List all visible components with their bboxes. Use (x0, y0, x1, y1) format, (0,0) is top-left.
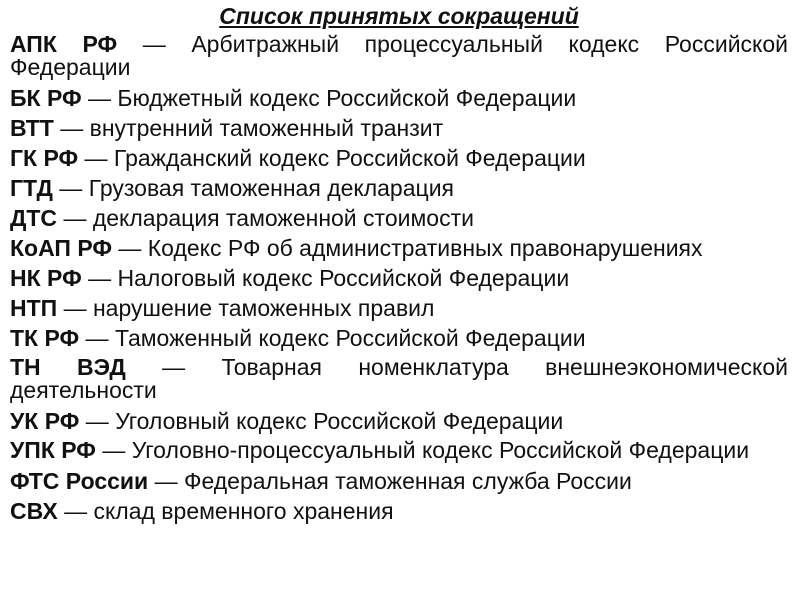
dash: — (118, 235, 142, 261)
definition: Бюджетный кодекс Российской Федерации (117, 85, 577, 111)
abbreviation: НТП (10, 295, 58, 321)
abbreviation: НК РФ (10, 265, 82, 291)
definition: Товарная номенклатура внешнеэкономической деятельности (10, 354, 789, 403)
abbreviation: ГК РФ (10, 145, 79, 171)
abbreviation: АПК РФ (10, 31, 118, 57)
definition: Арбитражный процессуальный кодекс Российской Федерации (10, 31, 789, 80)
dash: — (88, 265, 112, 291)
abbreviation: УК РФ (10, 408, 80, 434)
dash: — (60, 115, 84, 141)
dash: — (84, 145, 108, 171)
list-item (10, 33, 788, 79)
list-item (10, 496, 788, 526)
dash: — (162, 354, 186, 380)
list-item (10, 356, 788, 402)
definition: Федеральная таможенная служба России (183, 468, 632, 494)
page-title: Список принятых сокращений (219, 3, 579, 29)
dash: — (64, 498, 88, 524)
list-item (10, 203, 788, 233)
abbreviation: ДТС (10, 205, 58, 231)
definition: Уголовный кодекс Российской Федерации (115, 408, 564, 434)
abbreviation: СВХ (10, 498, 58, 524)
abbreviation-list (10, 33, 788, 526)
abbreviation: ТН ВЭД (10, 354, 126, 380)
dash: — (63, 295, 87, 321)
definition: Гражданский кодекс Российской Федерации (113, 145, 586, 171)
list-item (10, 323, 788, 353)
dash: — (88, 85, 112, 111)
definition: Налоговый кодекс Российской Федерации (117, 265, 570, 291)
list-item (10, 83, 788, 113)
dash: — (142, 31, 166, 57)
abbreviation: КоАП РФ (10, 235, 112, 261)
definition: внутренний таможенный транзит (89, 115, 444, 141)
list-item (10, 293, 788, 323)
abbreviation: ФТС России (10, 468, 149, 494)
list-item (10, 406, 788, 436)
dash: — (102, 437, 126, 463)
definition: Грузовая таможенная декларация (88, 175, 454, 201)
list-item (10, 173, 788, 203)
definition: Таможенный кодекс Российской Федерации (114, 325, 586, 351)
list-item (10, 263, 788, 293)
list-item (10, 233, 788, 263)
abbreviation: ВТТ (10, 115, 54, 141)
list-item (10, 143, 788, 173)
dash: — (85, 408, 109, 434)
abbreviation: ГТД (10, 175, 53, 201)
list-item (10, 113, 788, 143)
list-item (10, 466, 788, 496)
dash: — (59, 175, 83, 201)
abbreviation: УПК РФ (10, 437, 96, 463)
abbreviation: БК РФ (10, 85, 82, 111)
abbreviation: ТК РФ (10, 325, 80, 351)
definition: нарушение таможенных правил (92, 295, 435, 321)
dash: — (85, 325, 109, 351)
definition: Кодекс РФ об административных правонарушениях (147, 235, 703, 261)
definition: декларация таможенной стоимости (92, 205, 474, 231)
dash: — (63, 205, 87, 231)
definition: Уголовно-процессуальный кодекс Российской Федерации (131, 437, 750, 463)
list-item (10, 439, 788, 462)
dash: — (154, 468, 178, 494)
definition: склад временного хранения (93, 498, 394, 524)
